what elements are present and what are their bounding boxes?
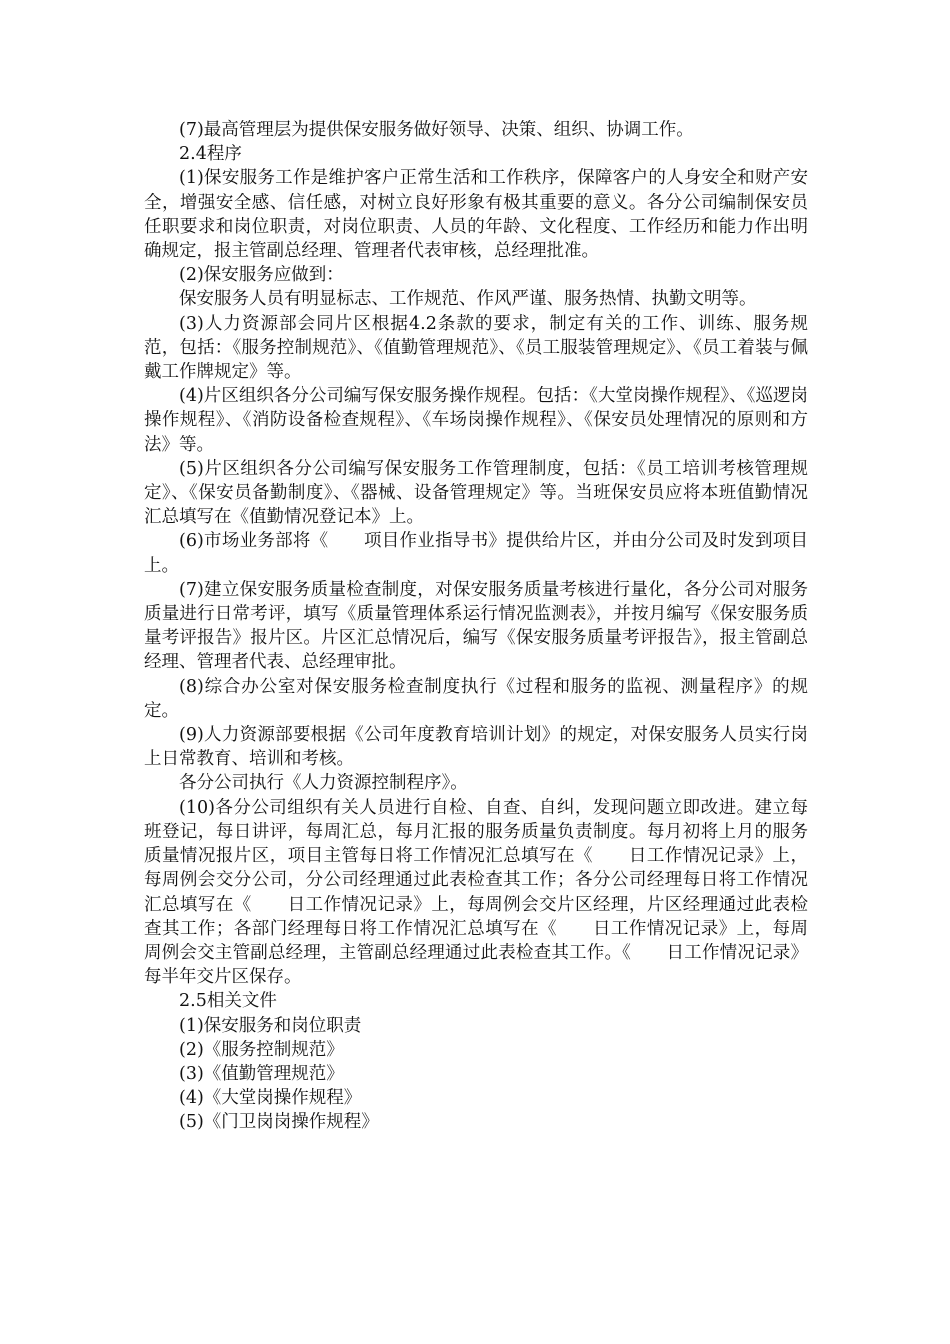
paragraph-item-7: (7)建立保安服务质量检查制度，对保安服务质量考核进行量化，各分公司对服务质量进行日常考评，填写《质量管理体系运行情况监测表》，并按月编写《保安服务质量考评报告》报片区。片区汇总情况后，编写《保安服务质量考评报告》，报主管副总经理、管理者代表、总经理审批。 bbox=[144, 579, 808, 673]
related-document-1: (1)保安服务和岗位职责 bbox=[179, 1015, 362, 1036]
paragraph-item-5: (5)片区组织各分公司编写保安服务工作管理制度，包括：《员工培训考核管理规定》、《保安员备勤制度》、《器械、设备管理规定》等。当班保安员应将本班值勤情况汇总填写在《值勤情况登记本》上。 bbox=[144, 458, 808, 528]
related-document-5: (5)《门卫岗岗操作规程》 bbox=[179, 1112, 379, 1133]
paragraph-item-3: (3)人力资源部会同片区根据4.2条款的要求，制定有关的工作、训练、服务规范，包括：《服务控制规范》、《值勤管理规范》、《员工服装管理规定》、《员工着装与佩戴工作牌规定》等。 bbox=[144, 313, 808, 383]
paragraph-item-10: (10)各分公司组织有关人员进行自检、自查、自纠，发现问题立即改进。建立每班登记，每日讲评，每周汇总，每月汇报的服务质量负责制度。每月初将上月的服务质量情况报片区，项目主管每日将工作情况汇总填写在《 日工作情况记录》上，每周例会交分公司，分公司经理通过此表检查其工作；各分公司经理每日将工作情况汇总填写在《 日工作情况记录》上，每周例会交片区经理，片区经理通过此表检查其工作；各部门经理每日将工作情况汇总填写在《 日工作情况记录》上，每周周例会交主管副总经理，主管副总经理通过此表检查其工作。《 日工作情况记录》每半年交片区保存。 bbox=[144, 797, 808, 988]
section-heading-related-documents: 2.5相关文件 bbox=[179, 991, 277, 1012]
document-page bbox=[144, 118, 808, 1135]
paragraph-item-8: (8)综合办公室对保安服务检查制度执行《过程和服务的监视、测量程序》的规定。 bbox=[144, 676, 808, 721]
paragraph-item-2: (2)保安服务应做到： bbox=[179, 265, 344, 286]
paragraph-item-9-detail: 各分公司执行《人力资源控制程序》。 bbox=[179, 773, 468, 794]
paragraph-item-2-detail: 保安服务人员有明显标志、工作规范、作风严谨、服务热情、执勤文明等。 bbox=[179, 289, 757, 310]
related-document-3: (3)《值勤管理规范》 bbox=[179, 1063, 344, 1084]
related-document-4: (4)《大堂岗操作规程》 bbox=[179, 1088, 362, 1109]
paragraph-item-6: (6)市场业务部将《 项目作业指导书》提供给片区，并由分公司及时发到项目上。 bbox=[144, 531, 808, 576]
paragraph-item-7-management: (7)最高管理层为提供保安服务做好领导、决策、组织、协调工作。 bbox=[179, 120, 694, 140]
paragraph-item-4: (4)片区组织各分公司编写保安服务操作规程。包括：《大堂岗操作规程》、《巡逻岗操作规程》、《消防设备检查规程》、《车场岗操作规程》、《保安员处理情况的原则和方法》等。 bbox=[144, 386, 808, 455]
paragraph-item-1: (1)保安服务工作是维护客户正常生活和工作秩序，保障客户的人身安全和财产安全，增强安全感、信任感，对树立良好形象有极其重要的意义。各分公司编制保安员任职要求和岗位职责，对岗位职责、人员的年龄、文化程度、工作经历和能力作出明确规定，报主管副总经理、管理者代表审核，总经理批准。 bbox=[144, 168, 808, 262]
section-heading-procedure: 2.4程序 bbox=[179, 144, 242, 165]
related-document-2: (2)《服务控制规范》 bbox=[179, 1039, 344, 1060]
paragraph-item-9: (9)人力资源部要根据《公司年度教育培训计划》的规定，对保安服务人员实行岗上日常教育、培训和考核。 bbox=[144, 725, 808, 770]
